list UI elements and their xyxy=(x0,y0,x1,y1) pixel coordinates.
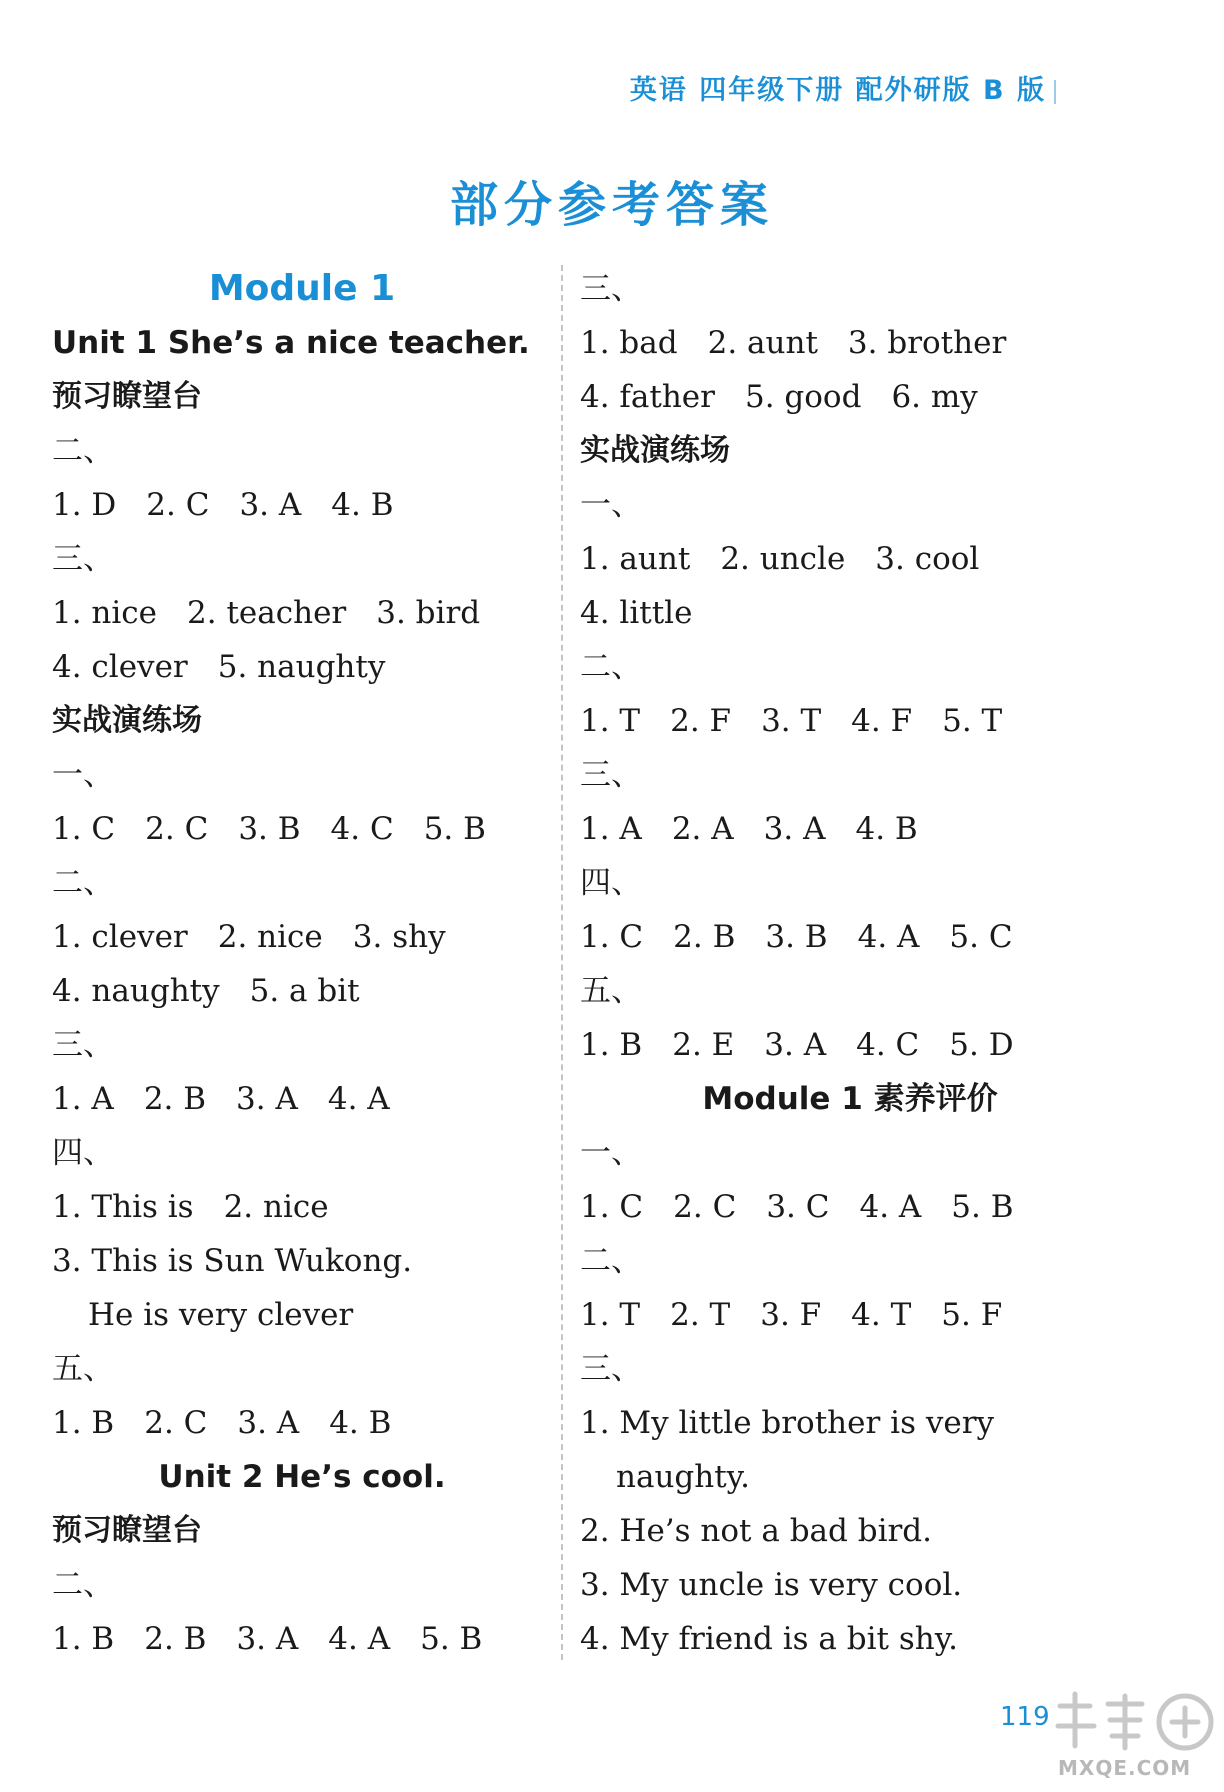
answer-line xyxy=(580,1612,1120,1666)
answer-item: 1. aunt xyxy=(580,541,691,577)
answer-item: 3. F xyxy=(760,1297,822,1333)
answer-item: 3. C xyxy=(766,1189,830,1225)
section-heading: 预习瞭望台 xyxy=(52,379,202,414)
answer-item: 4. B xyxy=(331,487,394,523)
answer-line xyxy=(52,586,552,640)
answer-item: 1. A xyxy=(52,1081,114,1117)
answer-line xyxy=(52,1612,552,1666)
answer-line xyxy=(580,586,1120,640)
answer-item: 2. F xyxy=(670,703,732,739)
answer-line xyxy=(580,1018,1120,1072)
answer-item: 5. B xyxy=(951,1189,1014,1225)
answer-item: 1. My little brother is very xyxy=(580,1405,995,1441)
question-number: 三、 xyxy=(580,1351,642,1387)
module-title: Module 1 xyxy=(208,268,396,309)
answer-item: 1. nice xyxy=(52,595,158,631)
question-number: 二、 xyxy=(52,433,114,469)
answer-item: 5. a bit xyxy=(249,973,360,1009)
answer-item: 3. T xyxy=(761,703,822,739)
left-column xyxy=(52,262,552,1666)
column-divider xyxy=(561,265,563,1660)
answer-line xyxy=(52,1396,552,1450)
answer-item: 4. A xyxy=(328,1621,391,1657)
question-number: 五、 xyxy=(52,1351,114,1387)
answer-item: 4. C xyxy=(330,811,394,847)
watermark-text: MXQE.COM xyxy=(1058,1756,1192,1780)
question-number: 三、 xyxy=(580,757,642,793)
answer-item: 1. D xyxy=(52,487,117,523)
answer-item: 4. T xyxy=(851,1297,912,1333)
answer-item: 4. My friend is a bit shy. xyxy=(580,1621,958,1657)
answer-item: 1. clever xyxy=(52,919,188,955)
answer-item: 2. B xyxy=(673,919,736,955)
answer-item: 1. B xyxy=(580,1027,643,1063)
answer-item: 3. shy xyxy=(352,919,446,955)
answer-line xyxy=(580,1504,1120,1558)
answer-item: 5. D xyxy=(949,1027,1014,1063)
answer-item: 3. bird xyxy=(376,595,481,631)
answer-item: 5. C xyxy=(949,919,1013,955)
answer-item: 4. A xyxy=(857,919,920,955)
answer-item: 3. A xyxy=(237,1405,300,1441)
answer-line xyxy=(52,1072,552,1126)
answer-line xyxy=(580,694,1120,748)
answer-line xyxy=(52,910,552,964)
answer-item: 2. A xyxy=(671,811,734,847)
answer-item: 1. A xyxy=(580,811,642,847)
answer-item: 2. He’s not a bad bird. xyxy=(580,1513,933,1549)
watermark xyxy=(1050,1686,1220,1786)
answer-line xyxy=(580,1396,1120,1450)
question-number: 二、 xyxy=(52,865,114,901)
answer-item: 2. B xyxy=(143,1081,207,1117)
answer-line xyxy=(580,1558,1120,1612)
page-number: 119 xyxy=(1000,1702,1050,1732)
answer-logo-icon xyxy=(1050,1686,1220,1758)
question-number: 二、 xyxy=(580,1243,642,1279)
answer-item: 3. A xyxy=(236,1621,299,1657)
answer-line xyxy=(52,1234,552,1288)
answer-item: 2. teacher xyxy=(187,595,347,631)
answer-item: 1. C xyxy=(52,811,116,847)
answer-continuation: naughty. xyxy=(616,1459,750,1495)
answer-item: 4. F xyxy=(851,703,913,739)
answer-item: 4. naughty xyxy=(52,973,220,1009)
question-number: 二、 xyxy=(52,1567,114,1603)
question-number: 二、 xyxy=(580,649,642,685)
answer-item: 5. F xyxy=(941,1297,1003,1333)
answer-item: 1. T xyxy=(580,703,641,739)
answer-item: 1. B xyxy=(52,1621,115,1657)
unit-title: Module 1 素养评价 xyxy=(702,1081,998,1117)
answer-item: 6. my xyxy=(891,379,978,415)
answer-item: 1. This is xyxy=(52,1189,194,1225)
answer-item: 2. C xyxy=(673,1189,737,1225)
answer-item: 2. nice xyxy=(223,1189,329,1225)
answer-item: 5. B xyxy=(420,1621,483,1657)
question-number: 四、 xyxy=(580,865,642,901)
answer-item: 4. B xyxy=(855,811,918,847)
answer-item: 4. little xyxy=(580,595,693,631)
answer-item: 3. B xyxy=(238,811,301,847)
header-bar xyxy=(1054,80,1056,104)
answer-item: 5. naughty xyxy=(217,649,386,685)
question-number: 三、 xyxy=(52,1027,114,1063)
answer-line xyxy=(52,964,552,1018)
answer-item: 1. T xyxy=(580,1297,641,1333)
answer-item: 2. nice xyxy=(217,919,323,955)
answer-continuation: He is very clever xyxy=(88,1297,354,1333)
unit-title: Unit 2 He’s cool. xyxy=(158,1459,446,1495)
answer-item: 4. clever xyxy=(52,649,188,685)
answer-item: 4. A xyxy=(327,1081,390,1117)
answer-line xyxy=(52,640,552,694)
answer-item: 5. B xyxy=(423,811,486,847)
answer-item: 2. aunt xyxy=(707,325,818,361)
unit-title: Unit 1 She’s a nice teacher. xyxy=(52,325,530,361)
answer-item: 2. C xyxy=(145,811,209,847)
page-title: 部分参考答案 xyxy=(449,177,774,233)
answer-line xyxy=(580,1288,1120,1342)
answer-item: 3. A xyxy=(764,1027,827,1063)
answer-item: 1. C xyxy=(580,919,644,955)
answer-item: 4. father xyxy=(580,379,715,415)
question-number: 三、 xyxy=(52,541,114,577)
answer-item: 3. This is Sun Wukong. xyxy=(52,1243,413,1279)
answer-item: 3. B xyxy=(765,919,828,955)
answer-item: 2. E xyxy=(672,1027,735,1063)
answer-item: 3. A xyxy=(763,811,826,847)
answer-item: 2. C xyxy=(146,487,210,523)
answer-item: 2. uncle xyxy=(720,541,846,577)
answer-item: 1. B xyxy=(52,1405,115,1441)
question-number: 一、 xyxy=(52,757,114,793)
answer-item: 3. A xyxy=(236,1081,298,1117)
answer-item: 3. A xyxy=(239,487,302,523)
answer-item: 1. bad xyxy=(580,325,678,361)
question-number: 一、 xyxy=(580,1135,642,1171)
answer-item: 5. good xyxy=(744,379,862,415)
answer-item: 2. T xyxy=(670,1297,731,1333)
header-text: 英语 四年级下册 配外研版 B 版 xyxy=(629,75,1046,106)
answer-item: 5. T xyxy=(942,703,1003,739)
answer-line xyxy=(580,370,1120,424)
answer-item: 4. A xyxy=(859,1189,922,1225)
answer-line xyxy=(580,316,1120,370)
answer-item: 4. B xyxy=(329,1405,392,1441)
book-header xyxy=(630,68,1056,107)
answer-line xyxy=(52,478,552,532)
answer-line xyxy=(52,802,552,856)
answer-line xyxy=(580,802,1120,856)
answer-line xyxy=(580,910,1120,964)
answer-item: 3. My uncle is very cool. xyxy=(580,1567,963,1603)
answer-line xyxy=(580,1180,1120,1234)
question-number: 五、 xyxy=(580,973,642,1009)
answer-item: 1. C xyxy=(580,1189,644,1225)
question-number: 一、 xyxy=(580,487,642,523)
question-number: 三、 xyxy=(580,271,642,307)
answer-line xyxy=(580,532,1120,586)
answer-item: 2. B xyxy=(144,1621,207,1657)
section-heading: 实战演练场 xyxy=(52,703,202,738)
section-heading: 预习瞭望台 xyxy=(52,1513,202,1548)
question-number: 四、 xyxy=(52,1135,114,1171)
section-heading: 实战演练场 xyxy=(580,433,730,468)
answer-item: 3. cool xyxy=(875,541,980,577)
answer-line xyxy=(52,1180,552,1234)
answer-item: 4. C xyxy=(856,1027,920,1063)
right-column xyxy=(580,262,1120,1666)
answer-item: 3. brother xyxy=(847,325,1007,361)
answer-item: 2. C xyxy=(144,1405,208,1441)
